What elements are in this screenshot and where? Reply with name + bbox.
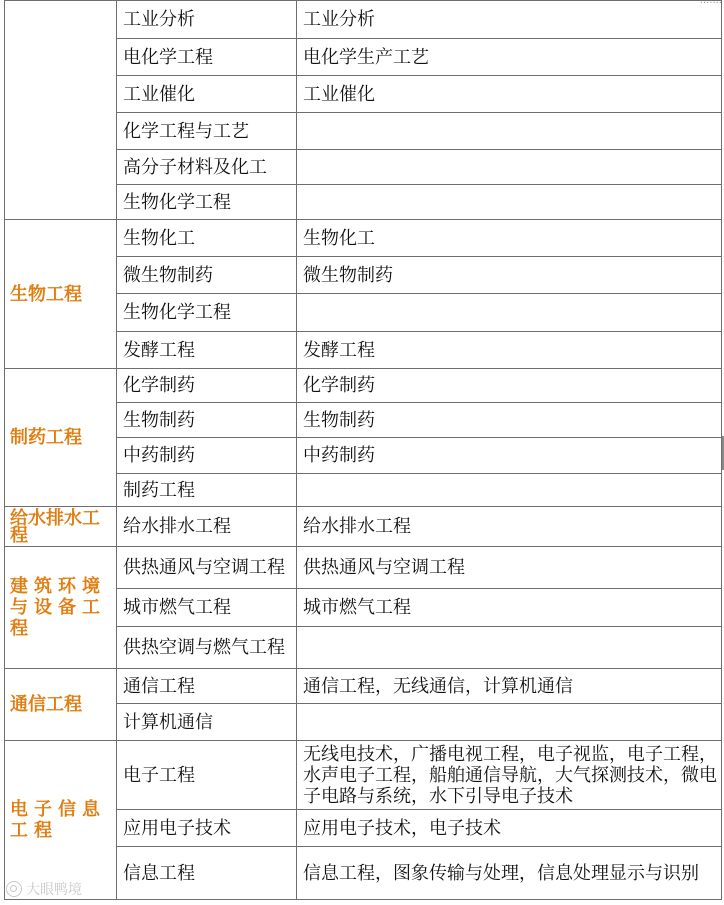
major-cell: 中药制药: [117, 438, 297, 474]
former-major-cell: 通信工程，无线通信，计算机通信: [297, 669, 722, 704]
major-cell: 制药工程: [117, 474, 297, 507]
former-major-cell: 化学制药: [297, 369, 722, 403]
former-major-cell: 微生物制药: [297, 257, 722, 294]
category-cell: 建筑环境与设备工程: [5, 547, 117, 669]
major-cell: 生物化学工程: [117, 185, 297, 220]
major-cell: 化学制药: [117, 369, 297, 403]
former-major-cell: 工业催化: [297, 76, 722, 113]
category-cell: [5, 1, 117, 220]
major-cell: 信息工程: [117, 847, 297, 900]
major-cell: 微生物制药: [117, 257, 297, 294]
category-cell: 生物工程: [5, 220, 117, 369]
major-cell: 城市燃气工程: [117, 589, 297, 627]
former-major-cell: [297, 474, 722, 507]
former-major-cell: 无线电技术，广播电视工程，电子视监，电子工程，水声电子工程，船舶通信导航，大气探测技术，微电子电路与系统，水下引导电子技术: [297, 741, 722, 810]
former-major-cell: 应用电子技术，电子技术: [297, 810, 722, 847]
major-cell: 生物制药: [117, 403, 297, 438]
former-major-cell: 城市燃气工程: [297, 589, 722, 627]
major-cell: 高分子材料及化工: [117, 150, 297, 185]
table-row: [5, 741, 722, 810]
major-cell: 应用电子技术: [117, 810, 297, 847]
major-cell: 工业分析: [117, 1, 297, 39]
former-major-cell: 发酵工程: [297, 332, 722, 369]
former-major-cell: 电化学生产工艺: [297, 39, 722, 76]
watermark: [6, 879, 82, 899]
table-row: [5, 547, 722, 589]
major-cell: 计算机通信: [117, 704, 297, 741]
former-major-cell: [297, 150, 722, 185]
watermark-text: 大眼鸭境: [26, 882, 82, 898]
major-cell: 电子工程: [117, 741, 297, 810]
former-major-cell: 工业分析: [297, 1, 722, 39]
major-cell: 生物化学工程: [117, 294, 297, 332]
category-cell: 给水排水工程: [5, 507, 117, 547]
major-cell: 电化学工程: [117, 39, 297, 76]
major-cell: 化学工程与工艺: [117, 113, 297, 150]
table-row: [5, 369, 722, 403]
former-major-cell: 生物制药: [297, 403, 722, 438]
former-major-cell: [297, 704, 722, 741]
major-cell: 发酵工程: [117, 332, 297, 369]
table-row: [5, 220, 722, 257]
former-major-cell: 信息工程，图象传输与处理，信息处理显示与识别: [297, 847, 722, 900]
table-row: [5, 669, 722, 704]
major-cell: 生物化工: [117, 220, 297, 257]
major-table: [4, 0, 722, 900]
swirl-logo-icon: [6, 881, 22, 897]
former-major-cell: 中药制药: [297, 438, 722, 474]
corner-dots: ·······: [699, 0, 722, 9]
table-row: [5, 507, 722, 547]
former-major-cell: 生物化工: [297, 220, 722, 257]
major-cell: 供热空调与燃气工程: [117, 627, 297, 669]
category-cell: 电子信息工程: [5, 741, 117, 900]
category-cell: 制药工程: [5, 369, 117, 507]
major-cell: 给水排水工程: [117, 507, 297, 547]
former-major-cell: 给水排水工程: [297, 507, 722, 547]
major-cell: 工业催化: [117, 76, 297, 113]
former-major-cell: [297, 627, 722, 669]
major-cell: 供热通风与空调工程: [117, 547, 297, 589]
former-major-cell: 供热通风与空调工程: [297, 547, 722, 589]
table-row: [5, 1, 722, 39]
major-cell: 通信工程: [117, 669, 297, 704]
former-major-cell: [297, 113, 722, 150]
former-major-cell: [297, 294, 722, 332]
category-cell: 通信工程: [5, 669, 117, 741]
former-major-cell: [297, 185, 722, 220]
